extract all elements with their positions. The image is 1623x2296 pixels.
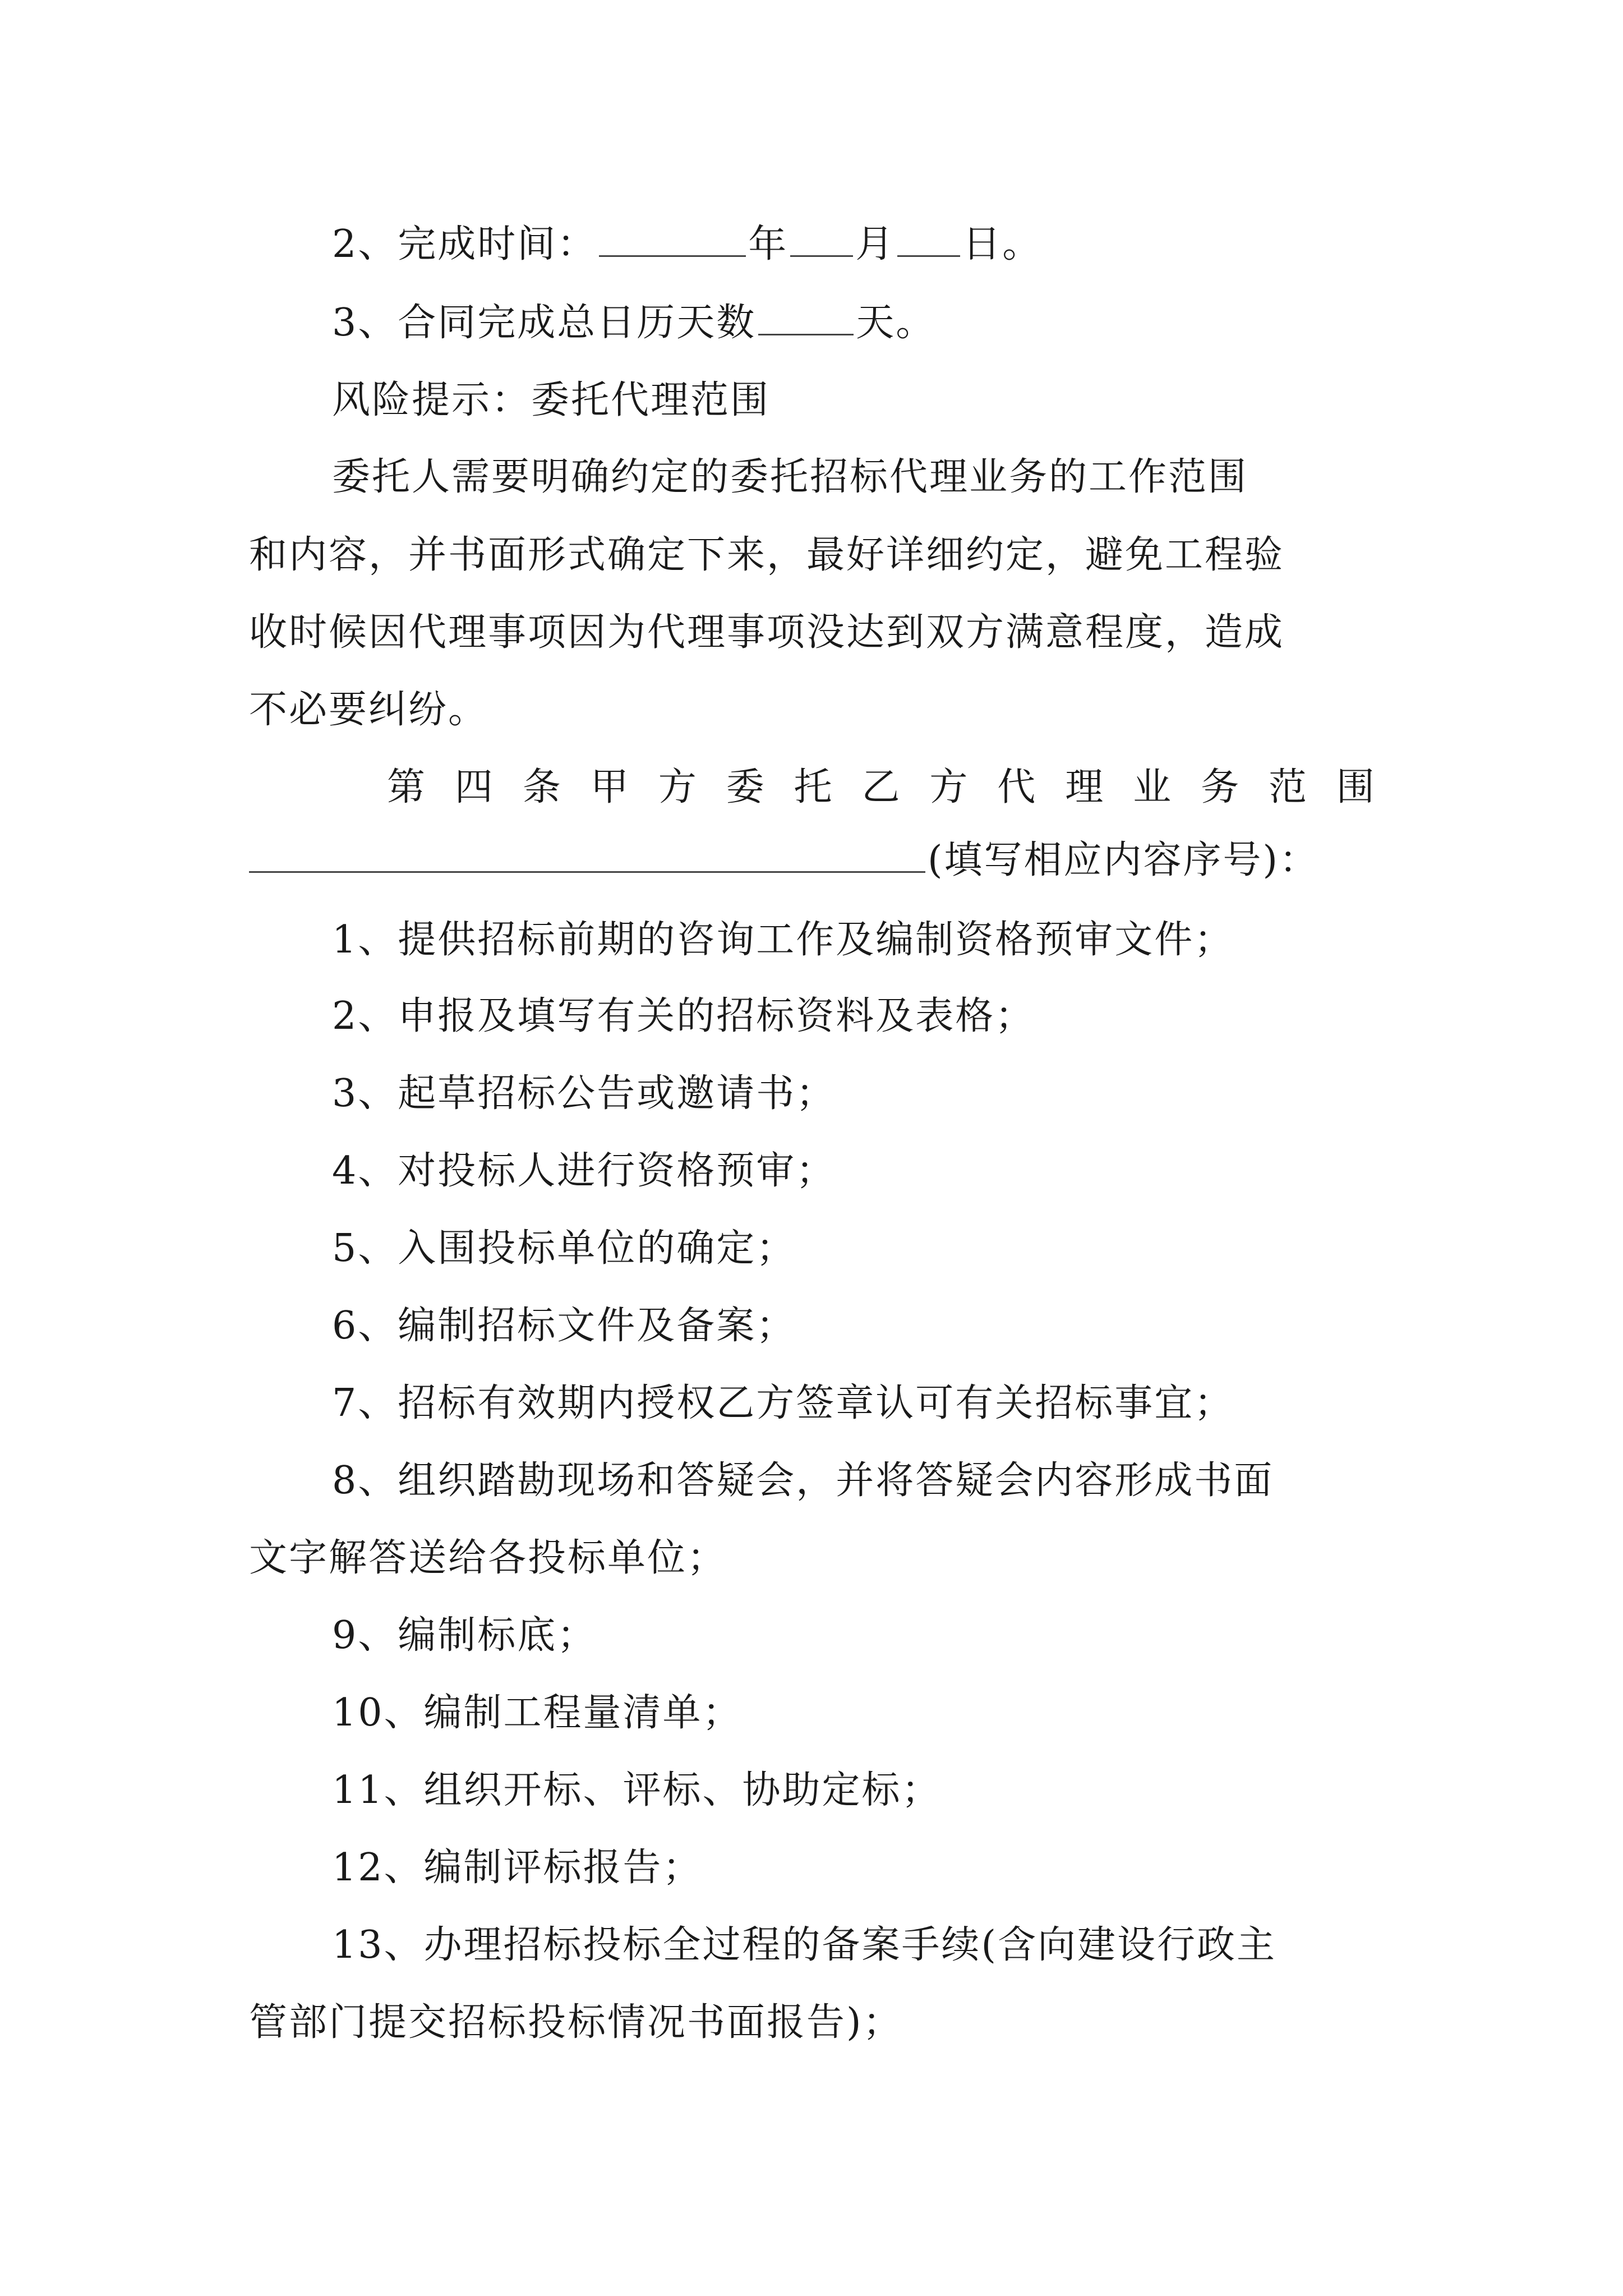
list-item: 12、编制评标报告； [332, 1846, 703, 1890]
month-label: 月 [855, 222, 896, 266]
list-item: 4、对投标人进行资格预审； [332, 1149, 836, 1193]
risk-text-line: 和内容，并书面形式确定下来，最好详细约定，避免工程验 [249, 533, 1285, 577]
list-item: 10、编制工程量清单； [332, 1691, 743, 1735]
risk-text-line: 不必要纠纷。 [249, 688, 488, 732]
day-blank [897, 220, 960, 257]
article4-tail: (填写相应内容序号)： [928, 838, 1320, 882]
list-item: 5、入围投标单位的确定； [332, 1226, 796, 1271]
list-item: 文字解答送给各投标单位； [249, 1536, 727, 1580]
list-item: 2、申报及填写有关的招标资料及表格； [332, 994, 1035, 1038]
days-unit: 天。 [856, 301, 936, 345]
article4-char: 范 [1268, 765, 1308, 809]
article4-char: 代 [997, 765, 1038, 809]
article4-char: 方 [658, 765, 698, 809]
article4-char: 理 [1065, 765, 1105, 809]
article4-char: 务 [1201, 765, 1241, 809]
risk-text-line: 收时候因代理事项因为代理事项没达到双方满意程度，造成 [249, 610, 1285, 655]
list-item: 3、起草招标公告或邀请书； [332, 1071, 836, 1116]
completion-time-label: 2、完成时间： [332, 222, 597, 266]
article4-char: 条 [522, 765, 562, 809]
article4-char: 围 [1336, 765, 1376, 809]
year-label: 年 [748, 222, 789, 266]
article4-char: 甲 [590, 765, 630, 809]
days-blank [758, 299, 854, 335]
article4-char: 第 [387, 765, 427, 809]
list-item: 管部门提交招标投标情况书面报告)； [249, 2000, 903, 2045]
day-label: 日。 [962, 222, 1043, 266]
total-days-line [249, 295, 1376, 351]
article4-char: 业 [1133, 765, 1173, 809]
list-item: 11、组织开标、评标、协助定标； [332, 1768, 942, 1812]
scope-blank [249, 836, 925, 873]
article4-char: 委 [726, 765, 766, 809]
article4-scope-line [249, 832, 1376, 889]
month-blank [790, 220, 853, 257]
list-item: 9、编制标底； [332, 1613, 597, 1658]
list-item: 7、招标有效期内授权乙方签章认可有关招标事宜； [332, 1381, 1234, 1425]
article4-char: 乙 [861, 765, 902, 809]
risk-text-line: 委托人需要明确约定的委托招标代理业务的工作范围 [332, 455, 1248, 499]
list-item: 8、组织踏勘现场和答疑会，并将答疑会内容形成书面 [332, 1458, 1274, 1503]
article4-heading [249, 760, 1376, 816]
year-blank [599, 220, 746, 257]
risk-title: 风险提示：委托代理范围 [332, 378, 771, 422]
article4-char: 四 [454, 765, 495, 809]
total-days-label: 3、合同完成总日历天数 [332, 301, 757, 345]
list-item: 6、编制招标文件及备案； [332, 1304, 796, 1348]
article4-char: 托 [794, 765, 834, 809]
article4-char: 方 [929, 765, 970, 809]
list-item: 13、办理招标投标全过程的备案手续(含向建设行政主 [332, 1923, 1277, 1967]
list-item: 1、提供招标前期的咨询工作及编制资格预审文件； [332, 918, 1234, 962]
completion-time-line [249, 217, 1376, 273]
